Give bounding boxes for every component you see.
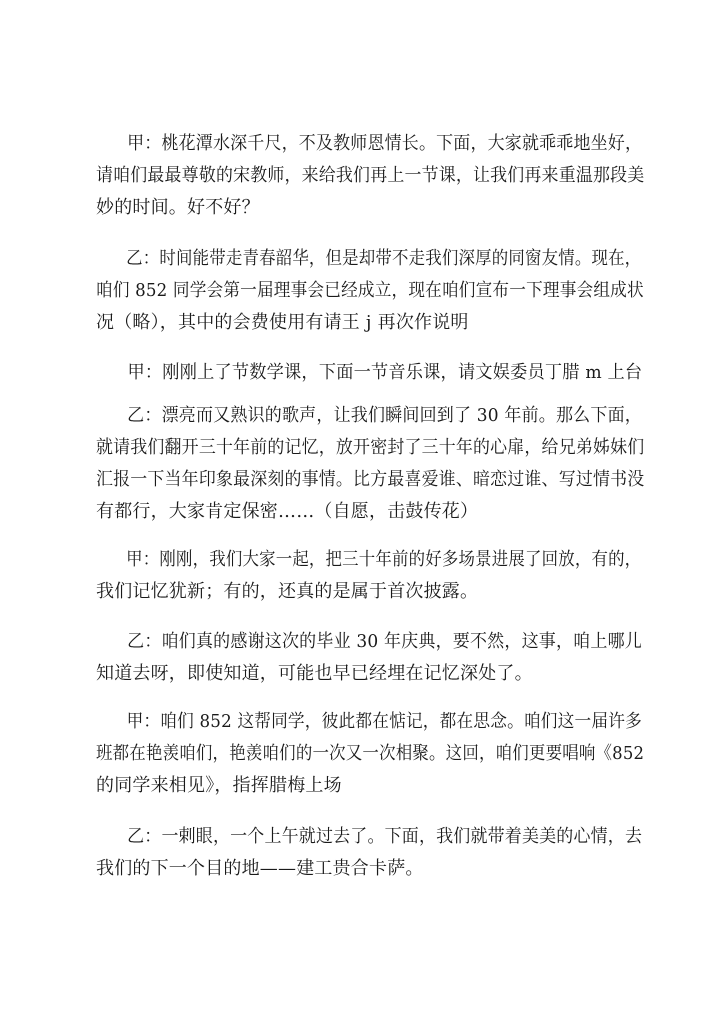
paragraph-3	[96, 357, 668, 389]
paragraph-4	[96, 400, 678, 528]
paragraph-2	[96, 243, 693, 339]
paragraph-7-line-3: 的同学来相见》，指挥腊梅上场	[96, 775, 342, 796]
paragraph-8-line-2: 我们的下一个目的地——建工贵合卡萨。	[96, 858, 424, 879]
paragraph-6	[96, 626, 674, 690]
paragraph-4-line-2: 就请我们翻开三十年前的记忆，放开密封了三十年的心扉，给兄弟姊妹们	[96, 437, 645, 458]
paragraph-1-line-3: 妙的时间。好不好？	[96, 197, 260, 218]
paragraph-3-line-1: 甲：刚刚上了节数学课，下面一节音乐课，请文娱委员丁腊 m 上台	[127, 362, 643, 383]
paragraph-2-line-2: 咱们 852 同学会第一届理事会已经成立，现在咱们宣布一下理事会组成状	[96, 280, 644, 301]
paragraph-4-line-3: 汇报一下当年印象最深刻的事情。比方最喜爱谁、暗恋过谁、写过情书没	[96, 469, 645, 490]
paragraph-6-line-1: 乙：咱们真的感谢这次的毕业 30 年庆典，要不然，这事，咱上哪儿	[127, 631, 642, 652]
paragraph-8	[96, 821, 675, 885]
paragraph-7	[96, 706, 695, 802]
paragraph-1-line-2: 请咱们最最尊敬的宋教师，来给我们再上一节课，让我们再来重温那段美	[96, 165, 645, 186]
paragraph-5-line-1: 甲：刚刚，我们大家一起，把三十年前的好多场景进展了回放，有的，	[126, 549, 642, 570]
paragraph-8-line-1: 乙：一剌眼，一个上午就过去了。下面，我们就带着美美的心情，去	[127, 826, 643, 847]
paragraph-1-line-1: 甲：桃花潭水深千尺，不及教师恩情长。下面，大家就乖乖地坐好，	[127, 133, 643, 154]
paragraph-5-line-2: 我们记忆犹新；有的，还真的是属于首次披露。	[96, 581, 479, 602]
paragraph-7-line-1: 甲：咱们 852 这帮同学，彼此都在惦记，都在思念。咱们这一届许多	[126, 711, 642, 732]
paragraph-4-line-1: 乙：漂亮而又熟识的歌声，让我们瞬间回到了 30 年前。那么下面，	[127, 405, 642, 426]
paragraph-5	[96, 544, 693, 608]
paragraph-7-line-2: 班都在艳羡咱们，艳羡咱们的一次又一次相聚。这回，咱们更要唱响《852	[96, 743, 645, 764]
paragraph-4-line-4: 有都行，大家肯定保密……（自愿，击鼓传花）	[96, 501, 479, 522]
paragraph-1	[96, 128, 678, 224]
paragraph-6-line-2: 知道去呀，即使知道，可能也早已经埋在记忆深处了。	[96, 663, 533, 684]
paragraph-2-line-1: 乙：时间能带走青春韶华，但是却带不走我们深厚的同窗友情。现在，	[126, 248, 642, 269]
paragraph-2-line-3: 况（略），其中的会费使用有请王 j 再次作说明	[96, 312, 469, 333]
